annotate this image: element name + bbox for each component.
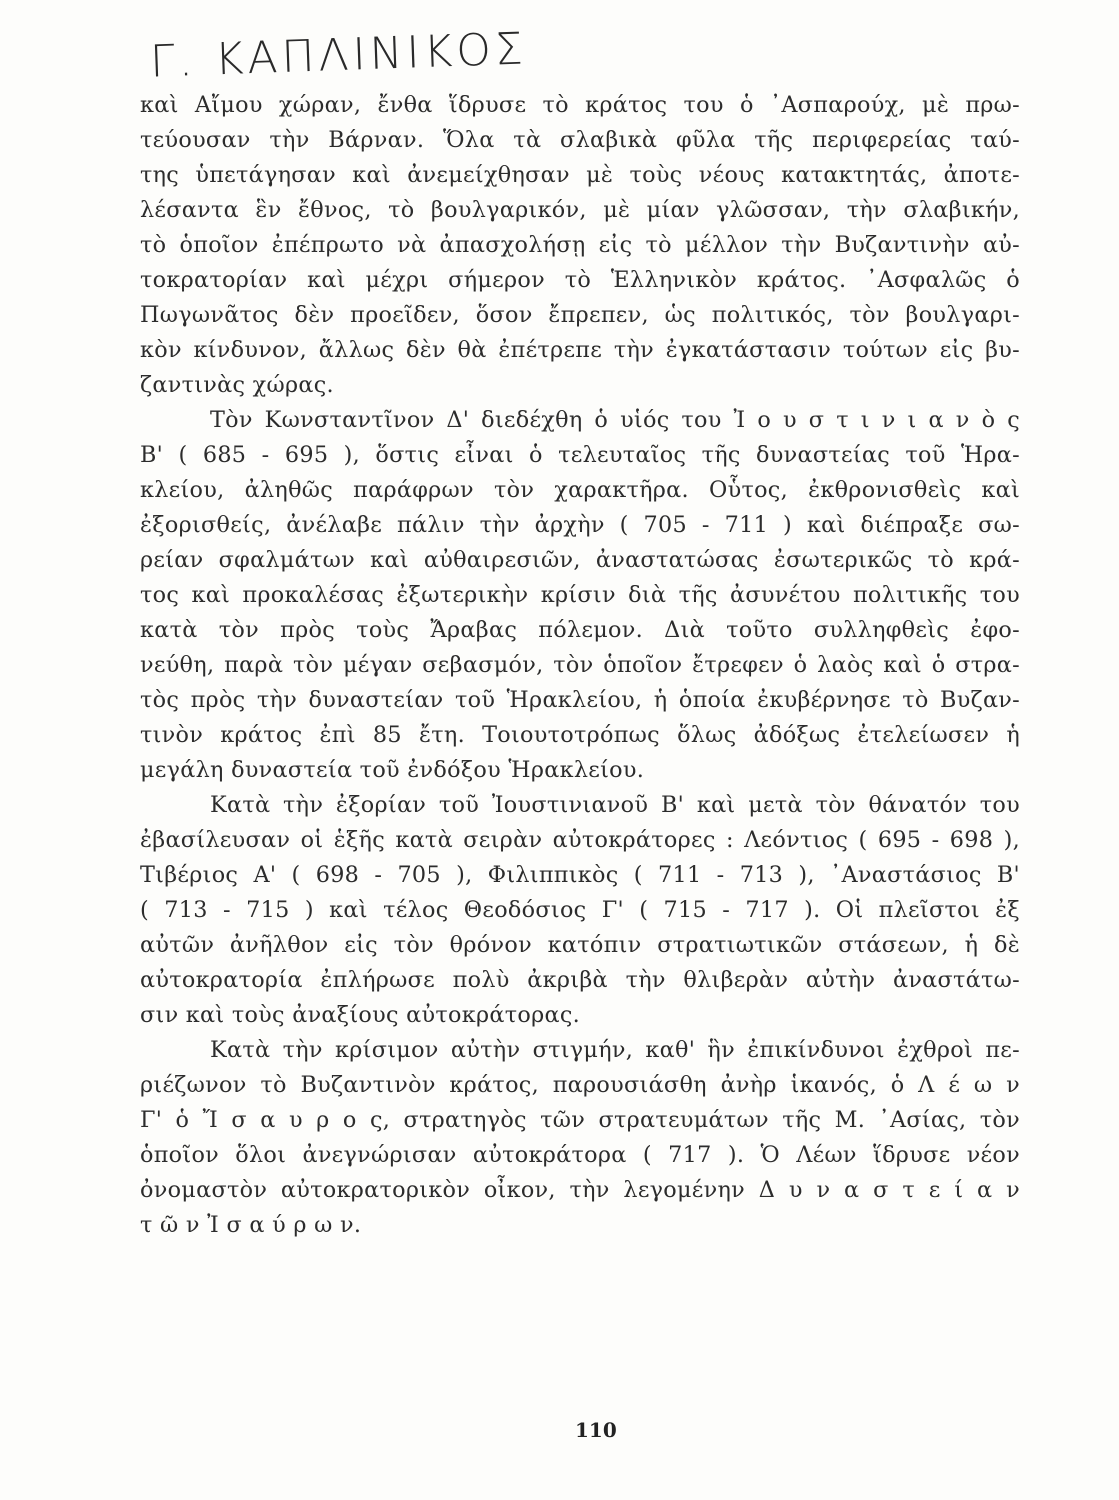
text-line: κατὰ τὸν πρὸς τοὺς Ἄραβας πόλεμον. Διὰ τοῦτο συλληφθεὶς ἐφο- <box>140 617 1020 643</box>
text-line: λέσαντα ἓν ἔθνος, τὸ βουλγαρικόν, μὲ μίαν γλῶσσαν, τὴν σλαβικήν, <box>140 197 1020 223</box>
text-line: αὐτοκρατορία ἐπλήρωσε πολὺ ἀκριβὰ τὴν θλιβερὰν αὐτὴν ἀναστάτω- <box>140 967 1020 993</box>
text-line: της ὑπετάγησαν καὶ ἀνεμείχθησαν μὲ τοὺς νέους κατακτητάς, ἀποτε- <box>140 162 1020 188</box>
text-line: ζαντινὰς χώρας. <box>140 372 334 398</box>
text-line: ( 713 - 715 ) καὶ τέλος Θεοδόσιος Γ' ( 715 - 717 ). Οἱ πλεῖστοι ἐξ <box>140 897 1020 923</box>
text-line: Τιβέριος Α' ( 698 - 705 ), Φιλιππικὸς ( 711 - 713 ), ᾿Αναστάσιος Β' <box>140 862 1020 888</box>
text-line: τοκρατορίαν καὶ μέχρι σήμερον τὸ Ἑλληνικὸν κράτος. ᾿Ασφαλῶς ὁ <box>140 267 1020 293</box>
text-line: κλείου, ἀληθῶς παράφρων τὸν χαρακτῆρα. Οὗτος, ἐκθρονισθεὶς καὶ <box>140 477 1020 503</box>
text-line: Γ' ὁ Ἴ σ α υ ρ ο ς, στρατηγὸς τῶν στρατευμάτων τῆς Μ. ᾿Ασίας, τὸν <box>140 1107 1020 1133</box>
page-number: 110 <box>575 1418 617 1442</box>
text-line: ὀνομαστὸν αὐτοκρατορικὸν οἶκον, τὴν λεγομένην Δ υ ν α σ τ ε ί α ν <box>140 1177 1020 1203</box>
paragraph-1 <box>140 88 1020 403</box>
text-line: τος καὶ προκαλέσας ἐξωτερικὴν κρίσιν διὰ τῆς ἀσυνέτου πολιτικῆς του <box>140 582 1020 608</box>
text-line: καὶ Αἴμου χώραν, ἔνθα ἵδρυσε τὸ κράτος του ὁ ᾿Ασπαρούχ, μὲ πρω- <box>140 92 1020 118</box>
text-line: τ ῶ ν Ἰ σ α ύ ρ ω ν. <box>140 1212 362 1238</box>
text-line: τεύουσαν τὴν Βάρναν. Ὅλα τὰ σλαβικὰ φῦλα τῆς περιφερείας ταύ- <box>140 127 1020 153</box>
text-line: Κατὰ τὴν ἐξορίαν τοῦ Ἰουστινιανοῦ Β' καὶ μετὰ τὸν θάνατόν του <box>210 792 1020 818</box>
text-line: τὸ ὁποῖον ἐπέπρωτο νὰ ἀπασχολήσῃ εἰς τὸ μέλλον τὴν Βυζαντινὴν αὐ- <box>140 232 1020 258</box>
document-body <box>140 88 1020 1243</box>
text-line: ἐξορισθείς, ἀνέλαβε πάλιν τὴν ἀρχὴν ( 705 - 711 ) καὶ διέπραξε σω- <box>140 512 1020 538</box>
text-line: κὸν κίνδυνον, ἄλλως δὲν θὰ ἐπέτρεπε τὴν ἐγκατάστασιν τούτων εἰς βυ- <box>140 337 1020 363</box>
text-line: νεύθη, παρὰ τὸν μέγαν σεβασμόν, τὸν ὁποῖον ἔτρεφεν ὁ λαὸς καὶ ὁ στρα- <box>140 652 1020 678</box>
text-line: ἐβασίλευσαν οἱ ἑξῆς κατὰ σειρὰν αὐτοκράτορες : Λεόντιος ( 695 - 698 ), <box>140 827 1020 853</box>
paragraph-2 <box>140 403 1020 788</box>
text-line: Κατὰ τὴν κρίσιμον αὐτὴν στιγμήν, καθ' ἣν ἐπικίνδυνοι ἐχθροὶ πε- <box>210 1037 1020 1063</box>
paragraph-4 <box>140 1033 1020 1243</box>
text-line: αὐτῶν ἀνῆλθον εἰς τὸν θρόνον κατόπιν στρατιωτικῶν στάσεων, ἡ δὲ <box>140 932 1020 958</box>
text-line: ριέζωνον τὸ Βυζαντινὸν κράτος, παρουσιάσθη ἀνὴρ ἱκανός, ὁ Λ έ ω ν <box>140 1072 1020 1098</box>
paragraph-3 <box>140 788 1020 1033</box>
text-line: Β' ( 685 - 695 ), ὅστις εἶναι ὁ τελευταῖος τῆς δυναστείας τοῦ Ἡρα- <box>140 442 1020 468</box>
text-line: μεγάλη δυναστεία τοῦ ἐνδόξου Ἡρακλείου. <box>140 757 645 783</box>
text-line: Τὸν Κωνσταντῖνον Δ' διεδέχθη ὁ υἱός του Ἰ ο υ σ τ ι ν ι α ν ὸ ς <box>210 407 1020 433</box>
handwritten-annotation: Γ. ΚΑΠΛΙΝΙΚΟΣ <box>149 23 528 88</box>
text-line: ρείαν σφαλμάτων καὶ αὐθαιρεσιῶν, ἀναστατώσας ἐσωτερικῶς τὸ κρά- <box>140 547 1020 573</box>
text-line: τινὸν κράτος ἐπὶ 85 ἔτη. Τοιουτοτρόπως ὅλως ἀδόξως ἐτελείωσεν ἡ <box>140 722 1020 748</box>
text-line: σιν καὶ τοὺς ἀναξίους αὐτοκράτορας. <box>140 1002 581 1028</box>
text-line: Πωγωνᾶτος δὲν προεῖδεν, ὅσον ἔπρεπεν, ὡς πολιτικός, τὸν βουλγαρι- <box>140 302 1020 328</box>
text-line: ὁποῖον ὅλοι ἀνεγνώρισαν αὐτοκράτορα ( 717 ). Ὁ Λέων ἵδρυσε νέον <box>140 1142 1020 1168</box>
text-line: τὸς πρὸς τὴν δυναστείαν τοῦ Ἡρακλείου, ἡ ὁποία ἐκυβέρνησε τὸ Βυζαν- <box>140 687 1020 713</box>
